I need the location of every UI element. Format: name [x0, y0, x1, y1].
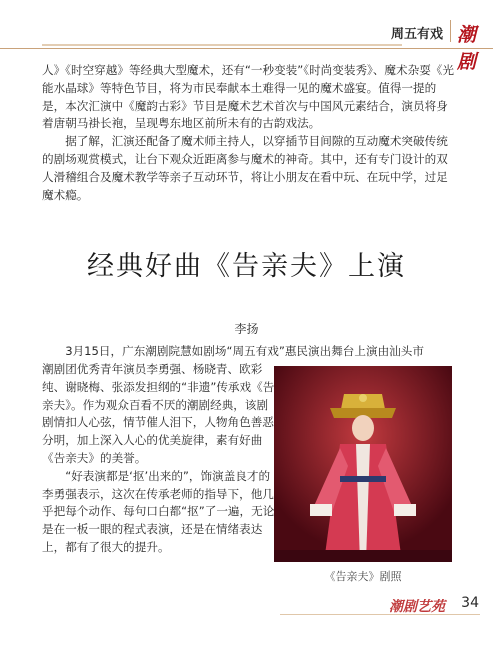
column-logo: 潮剧	[457, 24, 474, 73]
page-number: 34	[461, 595, 479, 611]
article-lead: 3月15日，广东潮剧院慧如剧场“周五有戏”惠民演出舞台上演由汕头市	[65, 344, 424, 358]
article-title: 经典好曲《告亲夫》上演	[87, 251, 406, 282]
page-header	[0, 0, 493, 73]
stage-photo-illustration	[274, 366, 452, 562]
article-body	[42, 361, 276, 557]
photo-caption: 《告亲夫》剧照	[324, 570, 402, 583]
header-rule	[42, 44, 402, 46]
header-separator	[450, 20, 451, 42]
intro-paragraph-1: 人》《时空穿越》等经典大型魔术，还有“一秒变装”《时尚变装秀》、魔术杂耍《光能水晶球》等特色节目，将为市民奉献本土难得一见的魔术盛宴。值得一提的是，本次汇演中《魔韵古彩》节目是魔术艺术首次与中国风元素结合，演员将身着唐朝马褂长袍，呈现粤东地区前所未有的古韵戏法。	[42, 63, 454, 131]
stage-photo	[274, 366, 452, 562]
intro-paragraph-2: 据了解，汇演还配备了魔术师主持人，以穿插节目间隙的互动魔术突破传统的剧场观赏模式，让台下观众近距离参与魔术的神奇。其中，还有专门设计的双人滑稽组合及魔术教学等亲子互动环节，将让小朋友在看中玩、在玩中学，过足魔术瘾。	[42, 134, 448, 202]
footer-rule	[280, 614, 480, 615]
article-paragraph-1: 潮剧团优秀青年演员李勇强、杨晓青、欧彩纯、谢晓梅、张添发担纲的“非遗”传承戏《告亲夫》。作为观众百看不厌的潮剧经典，该剧剧情扣人心弦，情节催人泪下，人物角色善恶分明，加上深入人心的优美旋律，素有好曲《告亲夫》的美誉。	[42, 362, 275, 465]
article-author: 李扬	[234, 322, 259, 336]
intro-text	[42, 62, 454, 204]
magazine-logo: 潮剧艺苑	[389, 599, 445, 615]
column-title: 周五有戏	[390, 27, 443, 42]
article-paragraph-2: “好表演都是‘抠’出来的”，饰演盖良才的李勇强表示，这次在传承老师的指导下，他几乎把每个动作、每句口白都“抠”了一遍，无论是在一板一眼的程式表演，还是在情绪表达上，都有了很大的提升。	[42, 468, 275, 554]
